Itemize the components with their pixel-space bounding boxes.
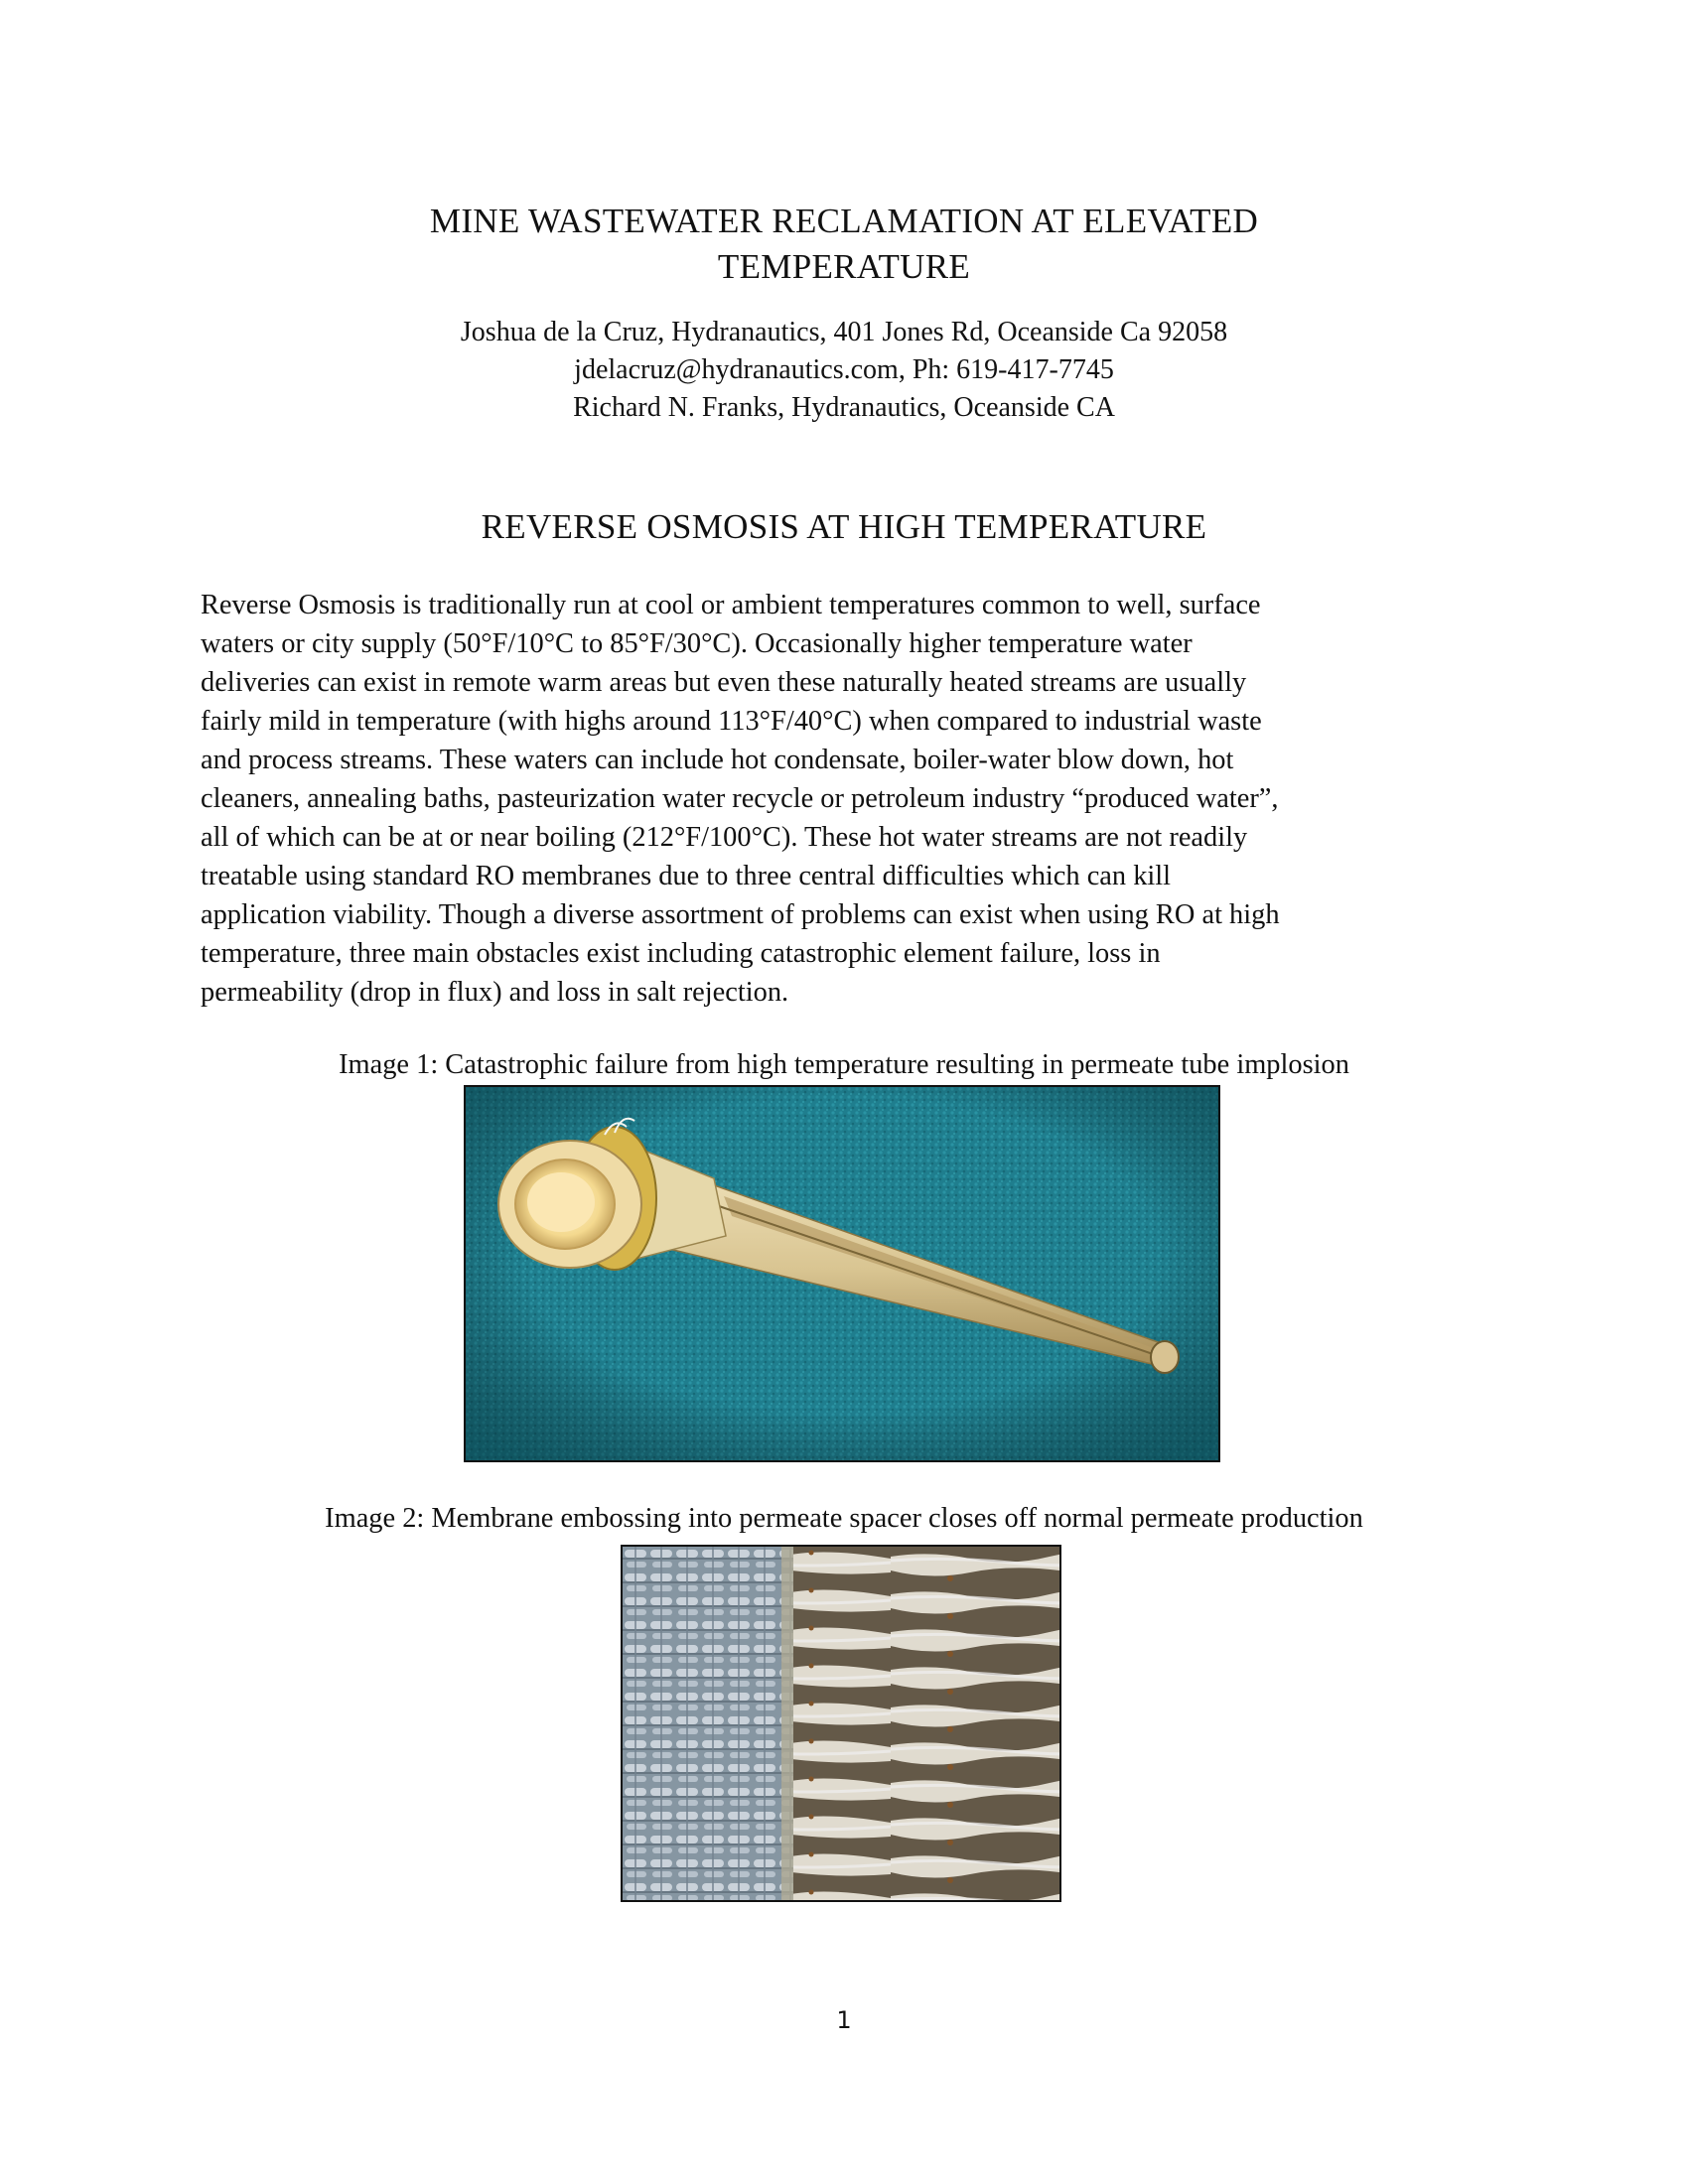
paragraph-line: application viability. Though a diverse assortment of problems can exist when using RO at high: [201, 899, 1280, 930]
image-1-caption: Image 1: Catastrophic failure from high temperature resulting in permeate tube implosion: [339, 1049, 1349, 1080]
image-1-permeate-tube-photo: [464, 1085, 1220, 1462]
author-contact-line: jdelacruz@hydranautics.com, Ph: 619-417-7745: [574, 354, 1114, 385]
page-number: 1: [836, 2006, 852, 2034]
paper-title-line-1: MINE WASTEWATER RECLAMATION AT ELEVATED: [429, 202, 1259, 240]
author-line-2: Richard N. Franks, Hydranautics, Oceanside CA: [573, 392, 1115, 423]
paragraph-line: and process streams. These waters can include hot condensate, boiler-water blow down, hot: [201, 745, 1234, 775]
paper-title-line-2: TEMPERATURE: [717, 247, 971, 286]
image-2-membrane-embossing-photo: [621, 1545, 1061, 1902]
paragraph-line: temperature, three main obstacles exist including catastrophic element failure, loss in: [201, 938, 1161, 969]
paragraph-line: all of which can be at or near boiling (212°F/100°C). These hot water streams are not readily: [201, 822, 1248, 853]
paragraph-line: permeability (drop in flux) and loss in salt rejection.: [201, 977, 789, 1008]
paragraph-line: waters or city supply (50°F/10°C to 85°F/30°C). Occasionally higher temperature water: [201, 628, 1193, 659]
paper-title: [199, 199, 1489, 290]
paragraph-line: fairly mild in temperature (with highs around 113°F/40°C) when compared to industrial waste: [201, 706, 1262, 737]
author-block: [199, 314, 1489, 427]
image-2-caption: Image 2: Membrane embossing into permeate spacer closes off normal permeate production: [325, 1503, 1363, 1534]
author-line-1: Joshua de la Cruz, Hydranautics, 401 Jones Rd, Oceanside Ca 92058: [460, 317, 1228, 347]
section-heading: REVERSE OSMOSIS AT HIGH TEMPERATURE: [481, 507, 1207, 546]
paragraph-line: cleaners, annealing baths, pasteurization water recycle or petroleum industry “produced water”,: [201, 783, 1279, 814]
paragraph-line: deliveries can exist in remote warm areas but even these naturally heated streams are usually: [201, 667, 1247, 698]
paragraph-line: Reverse Osmosis is traditionally run at cool or ambient temperatures common to well, surface: [201, 590, 1261, 620]
body-paragraph: [201, 586, 1491, 1012]
paragraph-line: treatable using standard RO membranes due to three central difficulties which can kill: [201, 861, 1172, 891]
